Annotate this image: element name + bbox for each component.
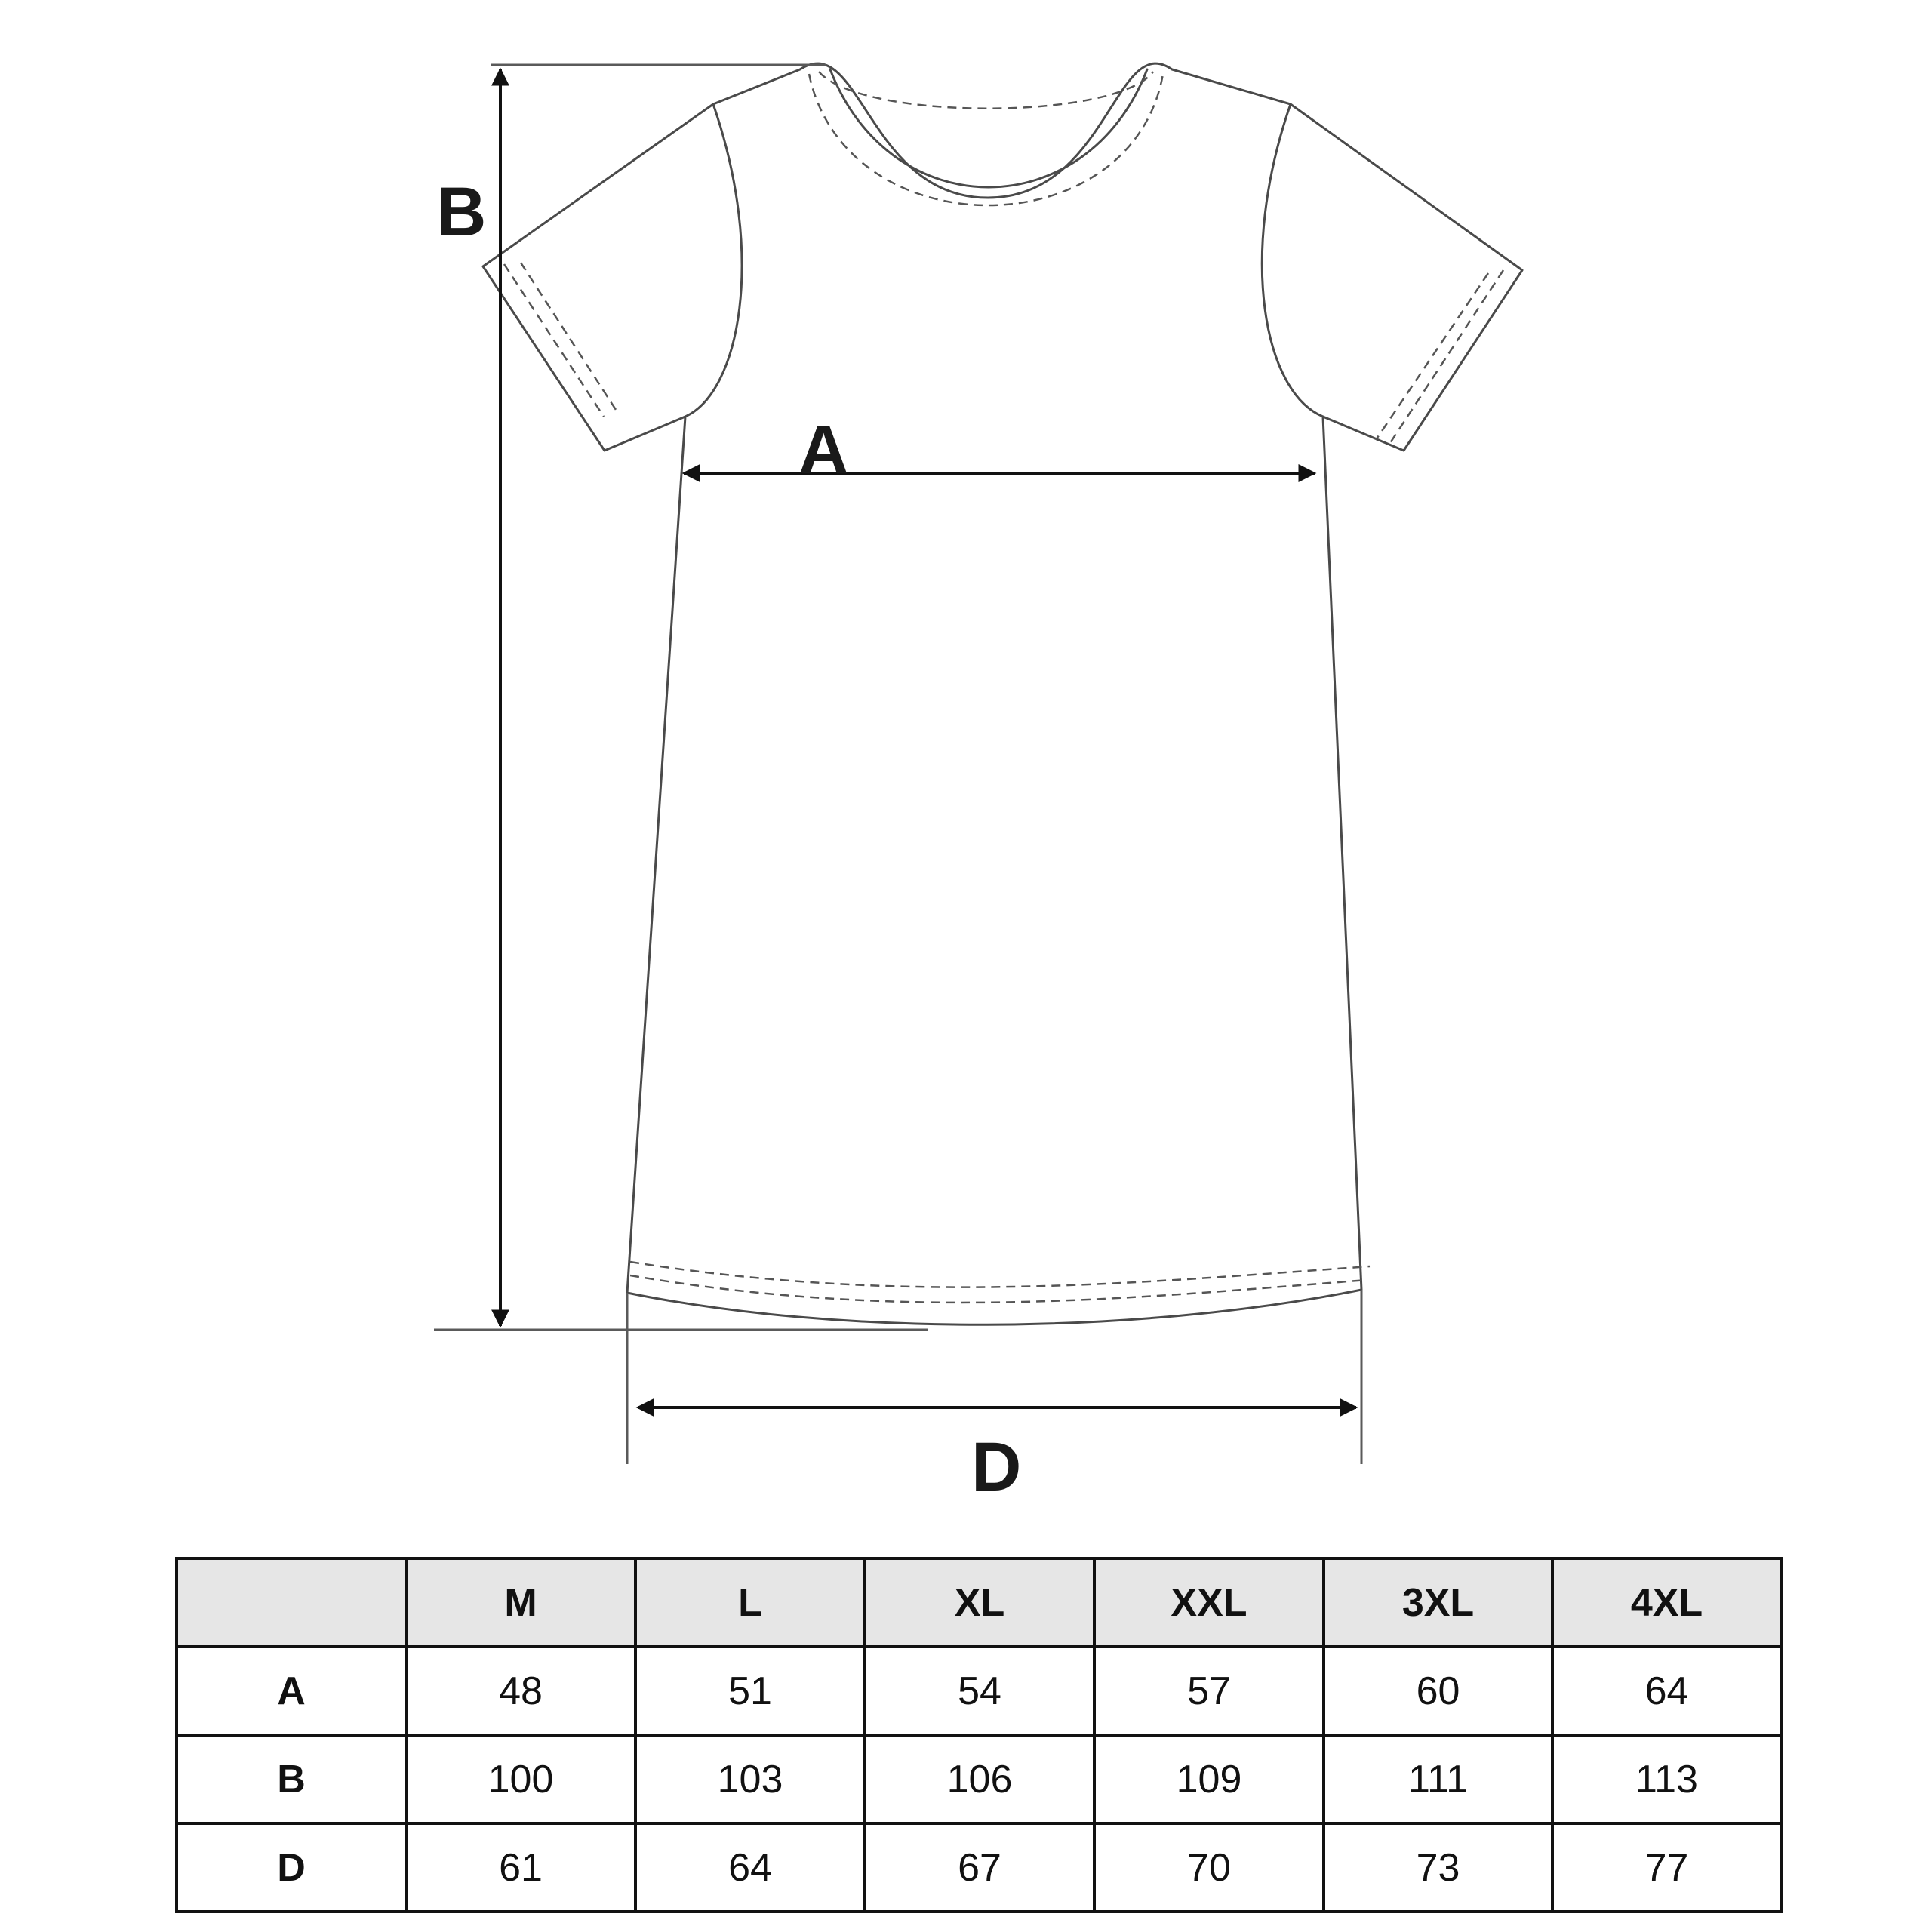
column-header-xxl: XXL [1094, 1558, 1324, 1647]
tshirt-outline [483, 63, 1522, 1324]
table-row [177, 1823, 1781, 1912]
table-cell: 54 [865, 1647, 1094, 1735]
table-row [177, 1735, 1781, 1823]
table-cell: 100 [406, 1735, 635, 1823]
table-header-row [177, 1558, 1781, 1647]
right-sleeve-seam [1389, 270, 1503, 445]
column-header-xl: XL [865, 1558, 1094, 1647]
table-cell: 60 [1324, 1647, 1552, 1735]
table-cell: 111 [1324, 1735, 1552, 1823]
table-cell: 64 [635, 1823, 865, 1912]
right-armhole [1262, 104, 1323, 417]
column-header-l: L [635, 1558, 865, 1647]
measurement-guides [434, 65, 1361, 1506]
row-label: B [177, 1735, 406, 1823]
left-armhole [685, 104, 742, 417]
dimension-d-label: D [971, 1429, 1022, 1506]
neckline-seam-outer [819, 72, 1153, 109]
left-sleeve-seam [504, 264, 604, 417]
garment-body-outline [483, 63, 1522, 1324]
row-label: A [177, 1647, 406, 1735]
table-cell: 48 [406, 1647, 635, 1735]
column-header-4xl: 4XL [1552, 1558, 1781, 1647]
table-corner-cell [177, 1558, 406, 1647]
row-label: D [177, 1823, 406, 1912]
table-cell: 67 [865, 1823, 1094, 1912]
table-cell: 73 [1324, 1823, 1552, 1912]
table-cell: 61 [406, 1823, 635, 1912]
column-header-3xl: 3XL [1324, 1558, 1552, 1647]
table-cell: 103 [635, 1735, 865, 1823]
table-cell: 77 [1552, 1823, 1781, 1912]
column-header-m: M [406, 1558, 635, 1647]
size-table [175, 1557, 1783, 1913]
left-sleeve-seam-2 [521, 263, 617, 412]
table-cell: 57 [1094, 1647, 1324, 1735]
dimension-b-label: B [436, 174, 487, 251]
table-cell: 51 [635, 1647, 865, 1735]
right-sleeve-seam-2 [1376, 273, 1488, 440]
table-cell: 109 [1094, 1735, 1324, 1823]
hem-seam [630, 1262, 1370, 1287]
table-cell: 106 [865, 1735, 1094, 1823]
table-row [177, 1647, 1781, 1735]
dimension-a-label: A [798, 411, 849, 488]
hem-seam-2 [630, 1275, 1367, 1303]
table-cell: 64 [1552, 1647, 1781, 1735]
table-cell: 113 [1552, 1735, 1781, 1823]
table-cell: 70 [1094, 1823, 1324, 1912]
